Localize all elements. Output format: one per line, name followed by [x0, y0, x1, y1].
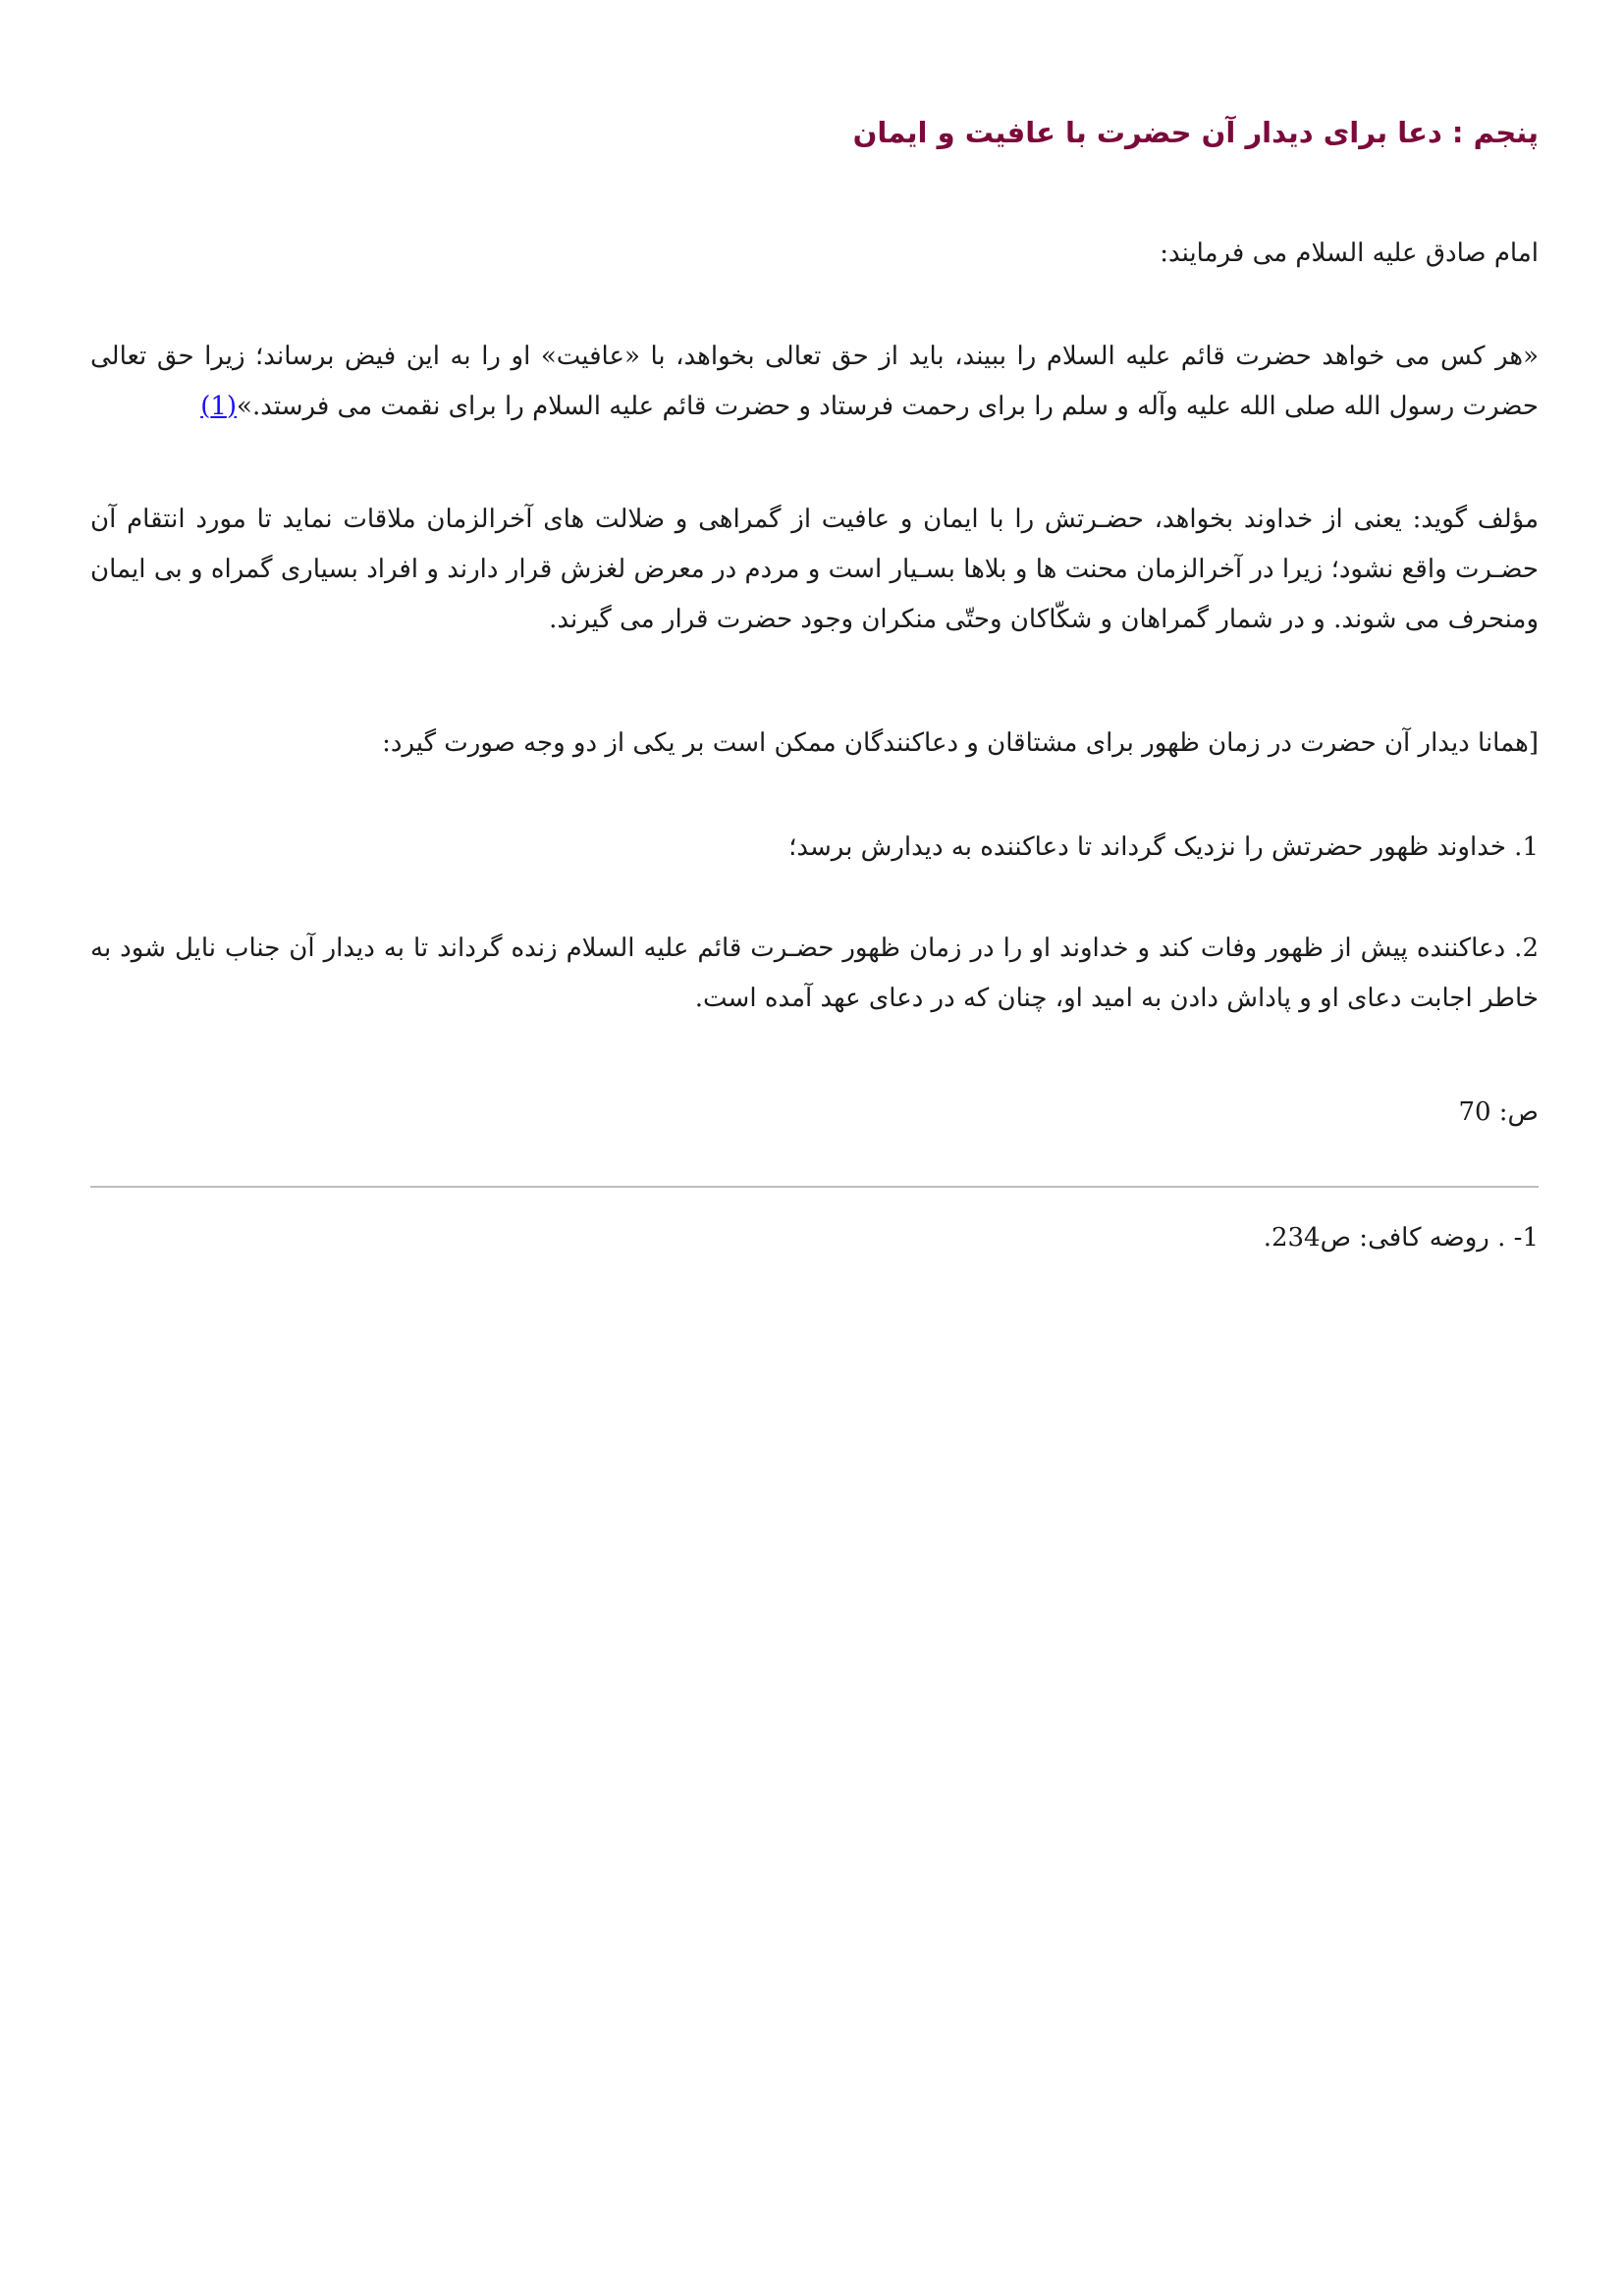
page-number: ص: 70 [1458, 1097, 1539, 1127]
quote-text: «هر کس می خواهد حضرت قائم علیه السلام را ببیند، باید از حق تعالی بخواهد، با «عافیت» او را به این فیض برساند؛ زیرا حق تعالی حضرت رسول الله صلی الله علیه وآله و سلم را برای رحمت فرستاد و حضرت قائم علیه السلام را برای نقمت می فرستد.» [90, 342, 1539, 421]
list-item: 1. خداوند ظهور حضرتش را نزدیک گرداند تا دعاکننده به دیدارش برسد؛ [788, 832, 1539, 862]
quote-paragraph [90, 332, 1539, 432]
footnote-divider [90, 1186, 1539, 1188]
footnote-link[interactable]: (1) [200, 392, 238, 421]
list-item: 2. دعاکننده پیش از ظهور وفات کند و خداوند او را در زمان ظهور حضـرت قائم علیه السلام زنده گرداند تا به دیدار آن جناب نایل شود به خاطر اجابت دعای او و پاداش دادن به امید او، چنان که در دعای عهد آمده است. [90, 934, 1539, 1013]
intro-line: امام صادق علیه السلام می فرمایند: [1160, 239, 1539, 268]
section-heading: پنجم : دعا برای دیدار آن حضرت با عافیت و ایمان [852, 116, 1539, 149]
bracket-note: [همانا دیدار آن حضرت در زمان ظهور برای مشتاقان و دعاکنندگان ممکن است بر یکی از دو وجه صورت گیرد: [382, 728, 1539, 758]
footnote: 1- . روضه کافی: ص234. [1263, 1223, 1539, 1253]
author-note-paragraph: مؤلف گوید: یعنی از خداوند بخواهد، حضـرتش را با ایمان و عافیت از گمراهی و ضلالت های آخرالزمان ملاقات نماید تا مورد انتقام آن حضـرت واقع نشود؛ زیرا در آخرالزمان محنت ها و بلاها بسـیار است و مردم در معرض لغزش قرار دارند و افراد بسیاری گمراه و بی ایمان ومنحرف می شوند. و در شمار گمراهان و شکّاکان وحتّی منکران وجود حضرت قرار می گیرند. [90, 505, 1539, 634]
